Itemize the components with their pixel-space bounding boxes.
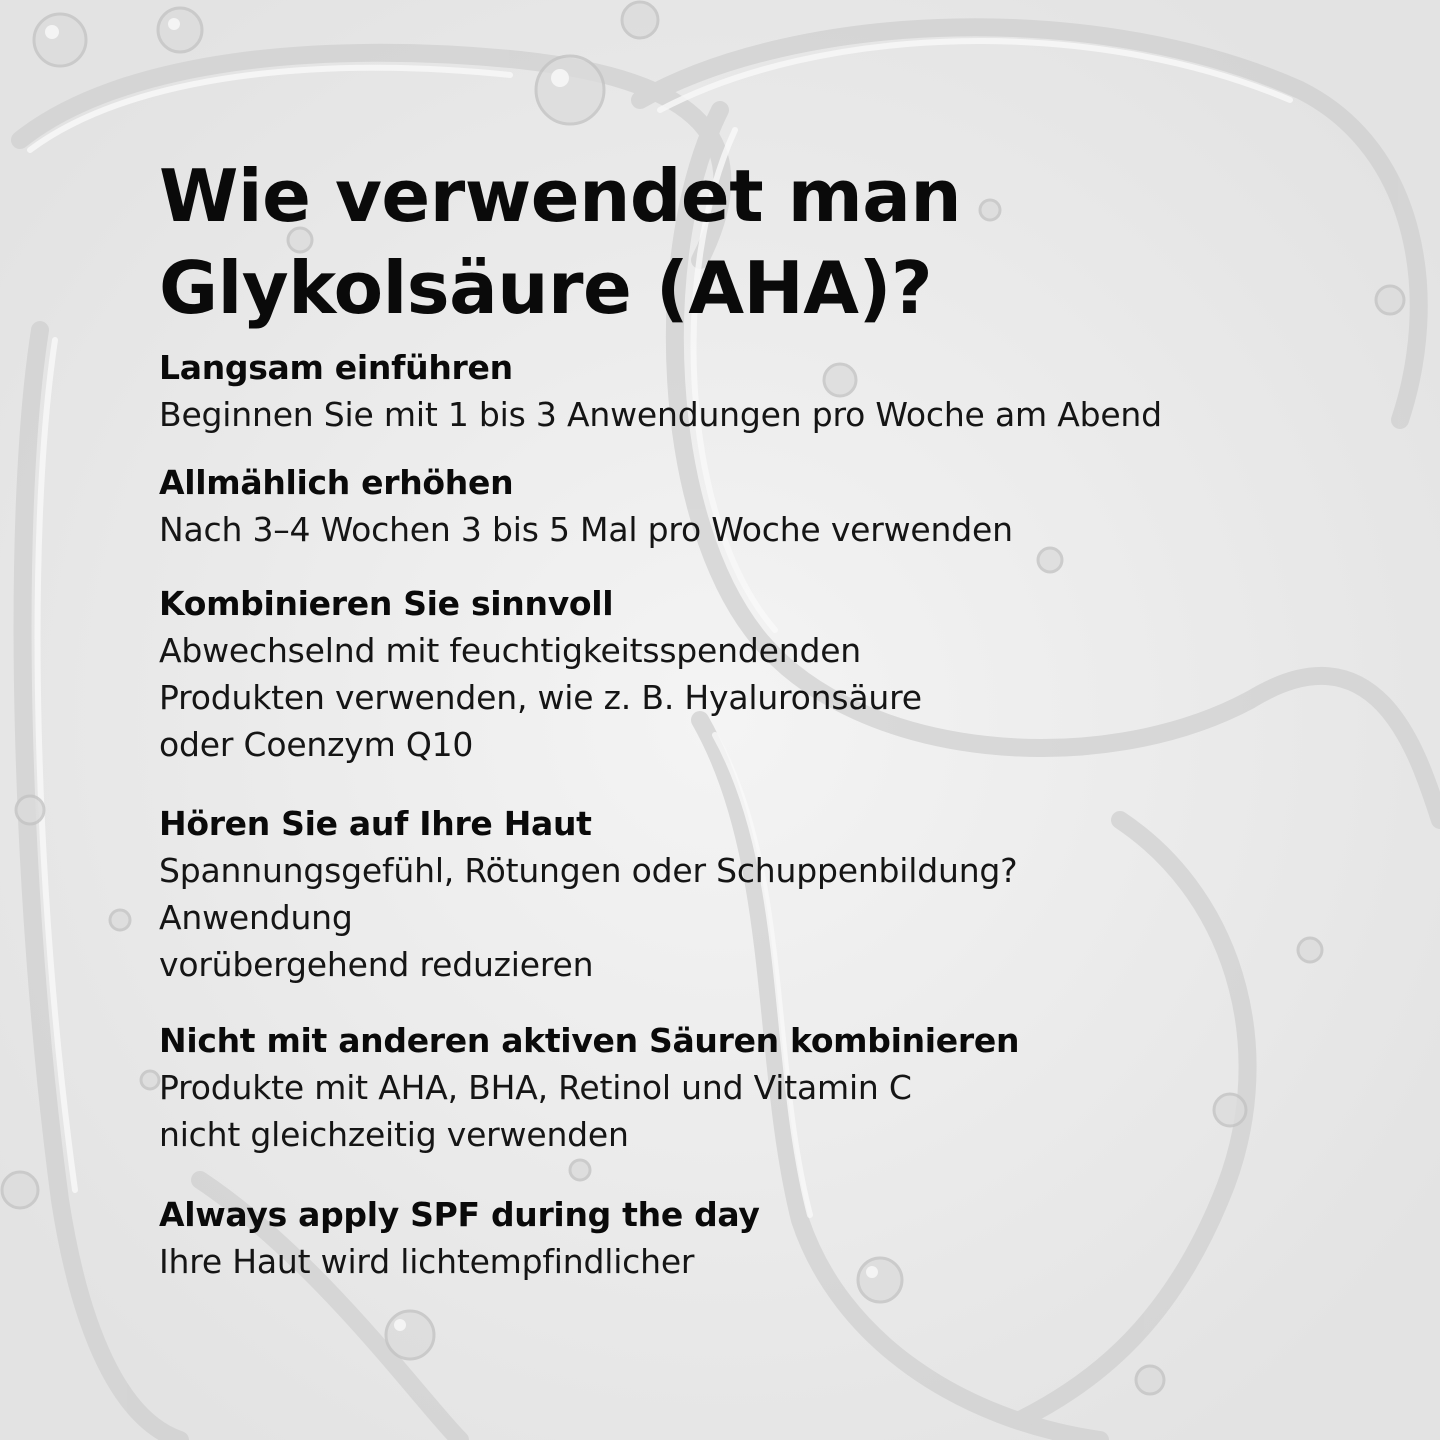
tip-text-line: Nach 3–4 Wochen 3 bis 5 Mal pro Woche verwenden (159, 510, 1013, 549)
tip-text-line: nicht gleichzeitig verwenden (159, 1115, 629, 1154)
tip-section-no-other-acids (159, 1018, 1399, 1158)
tip-text-line: Abwechselnd mit feuchtigkeitsspendenden (159, 631, 862, 670)
tip-text-line: Produkten verwenden, wie z. B. Hyaluronsäure (159, 678, 922, 717)
tip-section-combine (159, 581, 1399, 768)
tip-heading: Allmählich erhöhen (159, 463, 514, 502)
tip-heading: Hören Sie auf Ihre Haut (159, 804, 592, 843)
tip-text-line: Beginnen Sie mit 1 bis 3 Anwendungen pro Woche am Abend (159, 395, 1162, 434)
page-title-line-2: Glykolsäure (AHA)? (159, 246, 933, 330)
tip-heading: Kombinieren Sie sinnvoll (159, 584, 614, 623)
tip-text-line: Anwendung (159, 898, 353, 937)
tip-section-spf (159, 1192, 1399, 1285)
tip-section-introduce (159, 345, 1399, 438)
tip-text-line: Ihre Haut wird lichtempfindlicher (159, 1242, 695, 1281)
tip-text-line: oder Coenzym Q10 (159, 725, 474, 764)
tip-heading: Always apply SPF during the day (159, 1195, 760, 1234)
tip-text-line: Spannungsgefühl, Rötungen oder Schuppenbildung? (159, 851, 1018, 890)
tip-section-increase (159, 460, 1399, 553)
content-panel (159, 150, 1399, 1281)
tip-section-listen-skin (159, 801, 1399, 988)
tip-text-line: vorübergehend reduzieren (159, 945, 594, 984)
tip-text-line: Produkte mit AHA, BHA, Retinol und Vitamin C (159, 1068, 912, 1107)
tip-heading: Nicht mit anderen aktiven Säuren kombinieren (159, 1021, 1020, 1060)
page-title-line-1: Wie verwendet man (159, 154, 962, 238)
page-title (159, 150, 1399, 334)
tip-heading: Langsam einführen (159, 348, 513, 387)
